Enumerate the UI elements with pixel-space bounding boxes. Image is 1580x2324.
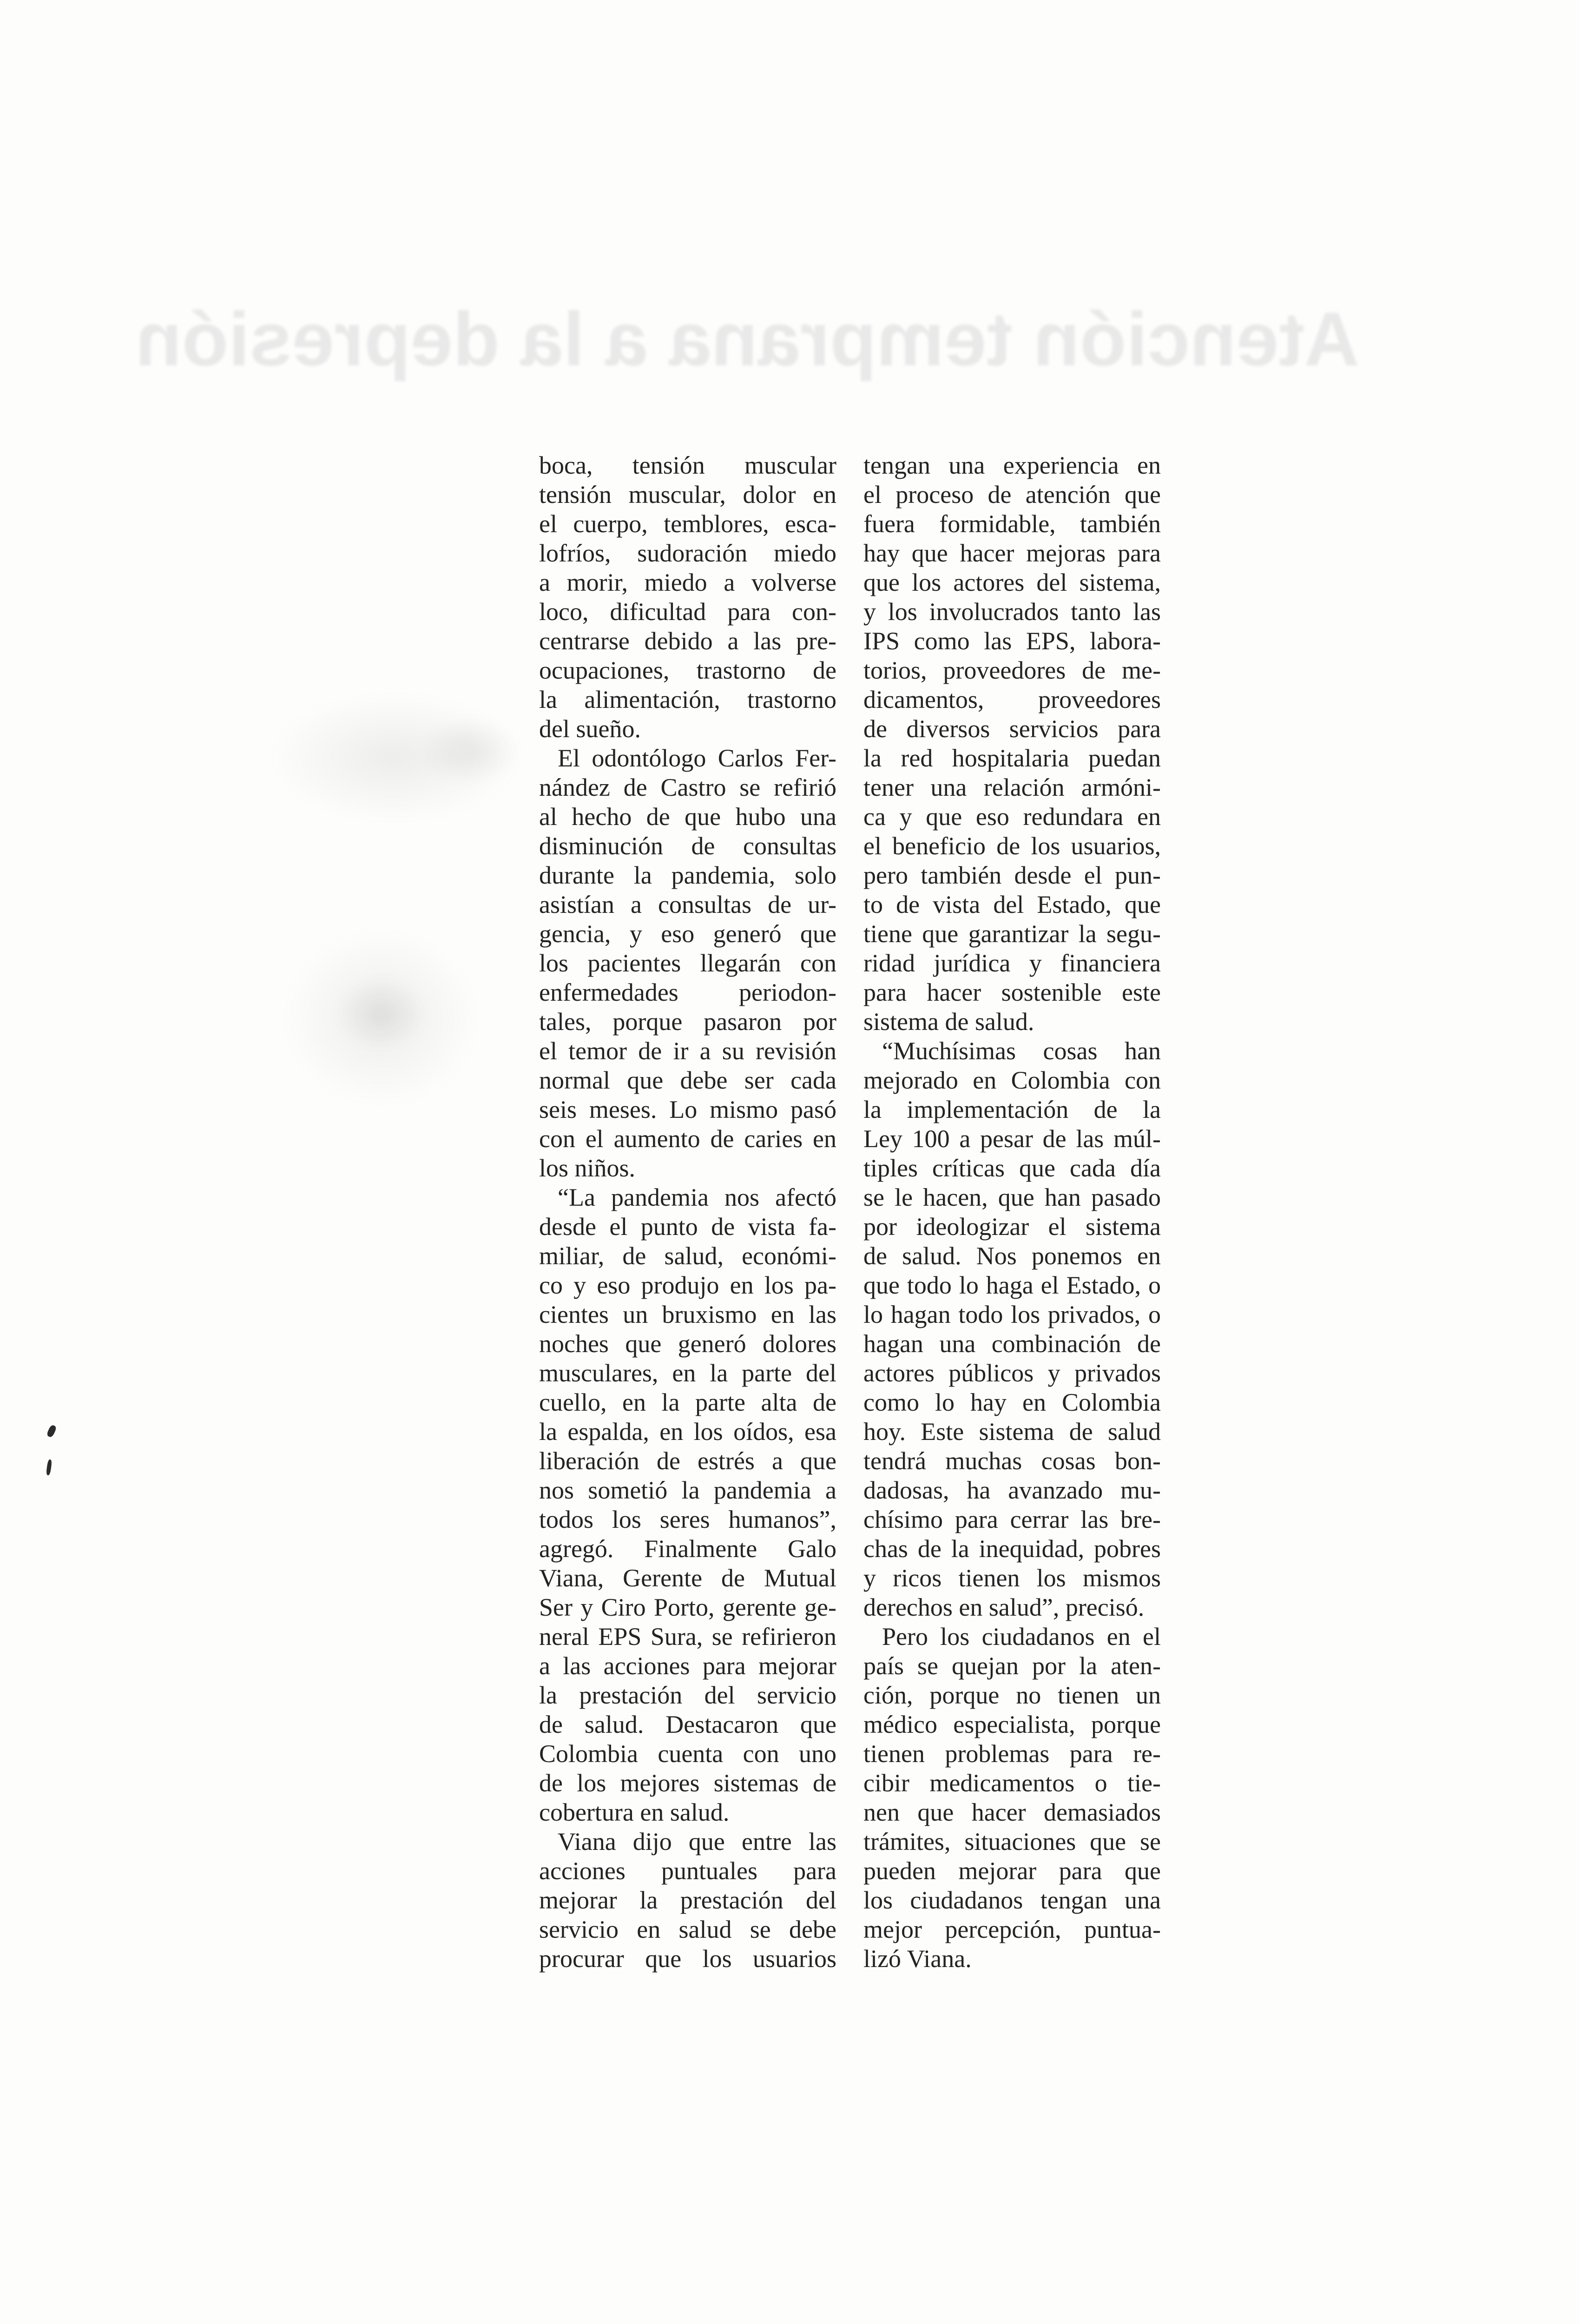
text-line: para hacer sostenible este: [863, 978, 1161, 1006]
text-line: tener una relación armóni-: [863, 773, 1161, 801]
text-line: que los actores del sistema,: [863, 568, 1161, 596]
text-line: la implementación de la: [863, 1096, 1161, 1123]
text-line: la prestación del servicio: [539, 1681, 836, 1709]
text-line: el temor de ir a su revisión: [539, 1037, 836, 1065]
text-line: asistían a consultas de ur-: [539, 891, 836, 918]
paragraph: [863, 1037, 1161, 1622]
text-line: centrarse debido a las pre-: [539, 627, 836, 655]
text-line: pueden mejorar para que: [863, 1857, 1161, 1885]
text-line: Pero los ciudadanos en el: [882, 1623, 1161, 1651]
text-line: el beneficio de los usuarios,: [863, 832, 1161, 860]
text-line: con el aumento de caries en: [539, 1125, 836, 1153]
text-line: “La pandemia nos afectó: [558, 1183, 836, 1211]
text-line: durante la pandemia, solo: [539, 861, 836, 889]
text-line: gencia, y eso generó que: [539, 920, 836, 948]
text-line: miliar, de salud, económi-: [539, 1242, 836, 1270]
text-line: desde el punto de vista fa-: [539, 1213, 836, 1241]
text-line: tienen problemas para re-: [863, 1740, 1161, 1768]
text-line: a las acciones para mejorar: [539, 1652, 836, 1680]
text-line: que todo lo haga el Estado, o: [863, 1271, 1161, 1299]
text-line: actores públicos y privados: [863, 1359, 1161, 1387]
text-line: enfermedades periodon-: [539, 978, 836, 1006]
text-line: tiples críticas que cada día: [863, 1154, 1161, 1182]
text-line: chísimo para cerrar las bre-: [863, 1505, 1161, 1533]
text-line: sistema de salud.: [863, 1008, 1034, 1036]
text-line: médico especialista, porque: [863, 1710, 1161, 1738]
text-line: tengan una experiencia en: [863, 451, 1161, 479]
text-line: ocupaciones, trastorno de: [539, 656, 836, 684]
text-line: acciones puntuales para: [539, 1857, 836, 1885]
text-line: “Muchísimas cosas han: [882, 1037, 1161, 1065]
text-line: nos sometió la pandemia a: [539, 1476, 836, 1504]
text-line: lizó Viana.: [863, 1945, 972, 1973]
text-line: trámites, situaciones que se: [863, 1828, 1161, 1855]
text-line: la espalda, en los oídos, esa: [539, 1418, 836, 1446]
text-line: tiene que garantizar la segu-: [863, 920, 1161, 948]
text-line: Colombia cuenta con uno: [539, 1740, 836, 1768]
text-line: la red hospitalaria puedan: [863, 744, 1161, 772]
text-line: procurar que los usuarios: [539, 1945, 836, 1973]
text-line: al hecho de que hubo una: [539, 803, 836, 831]
text-line: torios, proveedores de me-: [863, 656, 1161, 684]
bleedthrough-smudge: [418, 716, 520, 786]
text-line: noches que generó dolores: [539, 1330, 836, 1358]
text-line: disminución de consultas: [539, 832, 836, 860]
text-line: del sueño.: [539, 715, 641, 743]
scan-speck: [46, 1424, 57, 1438]
text-line: Viana, Gerente de Mutual: [539, 1564, 836, 1592]
text-line: los ciudadanos tengan una: [863, 1886, 1161, 1914]
text-line: el cuerpo, temblores, esca-: [539, 510, 836, 538]
text-line: el proceso de atención que: [863, 481, 1161, 508]
text-line: de salud. Nos ponemos en: [863, 1242, 1161, 1270]
text-line: El odontólogo Carlos Fer-: [558, 744, 836, 772]
text-line: IPS como las EPS, labora-: [863, 627, 1161, 655]
text-line: los pacientes llegarán con: [539, 949, 836, 977]
text-line: neral EPS Sura, se refirieron: [539, 1623, 836, 1651]
paragraph: [539, 451, 836, 744]
text-line: fuera formidable, también: [863, 510, 1161, 538]
text-line: agregó. Finalmente Galo: [539, 1535, 836, 1563]
text-line: ción, porque no tienen un: [863, 1681, 1161, 1709]
paragraph: [539, 744, 836, 1183]
text-line: tales, porque pasaron por: [539, 1008, 836, 1036]
scan-speck: [46, 1459, 53, 1476]
text-line: mejorar la prestación del: [539, 1886, 836, 1914]
text-line: seis meses. Lo mismo pasó: [539, 1096, 836, 1123]
text-line: cientes un bruxismo en las: [539, 1301, 836, 1328]
text-line: como lo hay en Colombia: [863, 1388, 1161, 1416]
text-line: los niños.: [539, 1154, 636, 1182]
paragraph: [539, 1827, 836, 1974]
text-line: Ser y Ciro Porto, gerente ge-: [539, 1593, 836, 1621]
text-line: nández de Castro se refirió: [539, 773, 836, 801]
text-line: lo hagan todo los privados, o: [863, 1301, 1161, 1328]
text-line: país se quejan por la aten-: [863, 1652, 1161, 1680]
text-line: tensión muscular, dolor en: [539, 481, 836, 508]
text-line: loco, dificultad para con-: [539, 598, 836, 626]
text-line: cobertura en salud.: [539, 1798, 730, 1826]
text-line: pero también desde el pun-: [863, 861, 1161, 889]
text-line: ridad jurídica y financiera: [863, 949, 1161, 977]
text-line: tendrá muchas cosas bon-: [863, 1447, 1161, 1475]
text-line: cibir medicamentos o tie-: [863, 1769, 1161, 1797]
text-line: dicamentos, proveedores: [863, 686, 1161, 713]
text-line: mejorado en Colombia con: [863, 1066, 1161, 1094]
article-column-left: [539, 451, 836, 1974]
text-line: a morir, miedo a volverse: [539, 568, 836, 596]
text-line: lofríos, sudoración miedo: [539, 539, 836, 567]
text-line: boca, tensión muscular: [539, 451, 836, 479]
text-line: nen que hacer demasiados: [863, 1798, 1161, 1826]
text-line: se le hacen, que han pasado: [863, 1183, 1161, 1211]
text-line: ca y que eso redundara en: [863, 803, 1161, 831]
text-line: por ideologizar el sistema: [863, 1213, 1161, 1241]
paragraph: [539, 1183, 836, 1827]
bleedthrough-headline: Atención temprana a la depresión: [135, 297, 1359, 382]
text-line: Ley 100 a pesar de las múl-: [863, 1125, 1161, 1153]
text-line: Viana dijo que entre las: [558, 1828, 836, 1855]
text-line: de diversos servicios para: [863, 715, 1161, 743]
text-line: y los involucrados tanto las: [863, 598, 1161, 626]
text-line: de los mejores sistemas de: [539, 1769, 836, 1797]
text-line: todos los seres humanos”,: [539, 1505, 836, 1533]
text-line: hagan una combinación de: [863, 1330, 1161, 1358]
text-line: la alimentación, trastorno: [539, 686, 836, 713]
text-line: hoy. Este sistema de salud: [863, 1418, 1161, 1446]
text-line: y ricos tienen los mismos: [863, 1564, 1161, 1592]
paragraph: [863, 1622, 1161, 1974]
text-line: co y eso produjo en los pa-: [539, 1271, 836, 1299]
text-line: musculares, en la parte del: [539, 1359, 836, 1387]
text-line: liberación de estrés a que: [539, 1447, 836, 1475]
text-line: hay que hacer mejoras para: [863, 539, 1161, 567]
text-line: normal que debe ser cada: [539, 1066, 836, 1094]
text-line: servicio en salud se debe: [539, 1915, 836, 1943]
text-line: derechos en salud”, precisó.: [863, 1593, 1145, 1621]
text-line: de salud. Destacaron que: [539, 1710, 836, 1738]
paragraph: [863, 451, 1161, 1037]
text-line: cuello, en la parte alta de: [539, 1388, 836, 1416]
bleedthrough-smudge: [335, 976, 428, 1050]
text-line: chas de la inequidad, pobres: [863, 1535, 1161, 1563]
article-column-right: [863, 451, 1161, 1974]
text-line: mejor percepción, puntua-: [863, 1915, 1161, 1943]
text-line: to de vista del Estado, que: [863, 891, 1161, 918]
text-line: dadosas, ha avanzado mu-: [863, 1476, 1161, 1504]
